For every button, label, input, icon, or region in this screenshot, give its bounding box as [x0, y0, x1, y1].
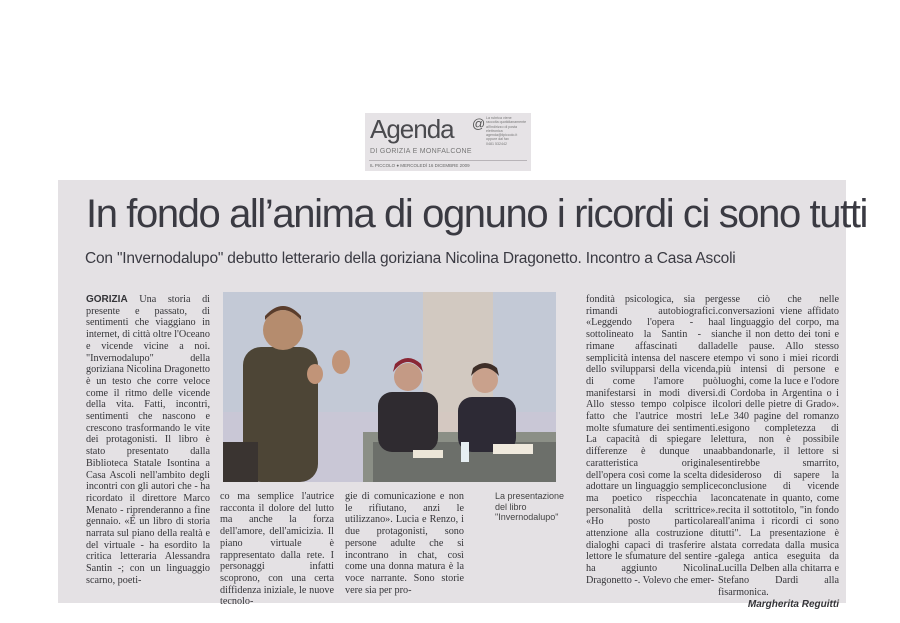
column-5-text: gesse ciò che nelle conversazioni viene affidato al linguaggio del corpo, ma anche il non detto dei toni e delle pause. Allo stesso tempo vi sono i miei ricordi più intensi di persone e luoghi, come la luce e l'odore di Cordoba in Argentina o i colori delle pietre di Grado». Le 340 pagine del romanzo esigono completezza di lettura, non è possibile abbandonarle, il lettore si sentirebbe smarrito, desideroso di sapere la conclusione di vicende concatenate in quanto, come recita il sottotitolo, "in fondo all'anima i ricordi ci sono tutti". La presentazione è stata corredata dalla musica galega antica eseguita da Lucilla Delben alla chitarra e Stefano Dardi alla fisarmonica.: [718, 294, 839, 598]
photo-caption: La presentazione del libro "Invernodalupo": [495, 491, 565, 522]
article-signature: Margherita Reguitti: [747, 599, 839, 611]
masthead-divider: [369, 160, 527, 161]
newspaper-section-masthead: [365, 113, 531, 171]
section-title: Agenda: [370, 114, 454, 144]
article-photo: [223, 292, 556, 482]
at-sign-icon: @: [472, 116, 486, 131]
section-contact-note: La rubrica viene raccolta quotidianamente all'indirizzo di posta elettronica agenda@ilpiccolo.it oppure dal fax 0481 532442: [486, 116, 527, 146]
article-headline: In fondo all’anima di ognuno i ricordi ci sono tutti: [86, 192, 868, 236]
newspaper-clipping: [58, 180, 868, 611]
presentation-photo-image: [223, 292, 556, 482]
article-subheadline: Con "Invernodalupo" debutto letterario della goriziana Nicolina Dragonetto. Incontro a Casa Ascoli: [85, 250, 736, 267]
newspaper-dateline: IL PICCOLO ● MERCOLEDÌ 16 DICEMBRE 2009: [370, 163, 470, 168]
article-column-5: [718, 294, 839, 611]
article-column-4: fondità psicologica, sia per rimandi autobiografici. «Leggendo l'opera - ha sottolineato la Santin - si rimane affascinati dalla semplicità intensa del nascere e dello svilupparsi della vicenda, di come l'amore può manifestarsi in modi diversi. Allo stesso tempo colpisce il fatto che l'autrice mostri le molte sfumature dei sentimenti. La capacità di spiegare le differenze è dunque una caratteristica originale dell'opera così come la scelta di adottare un linguaggio semplice ma poetico rispecchia la personalità della scrittrice». «Ho posto particolare attenzione alla costruzione di dialoghi capaci di trasferire al lettore le sfumature del sentire - ha aggiunto Nicolina Dragonetto -. Volevo che emer-: [586, 294, 718, 586]
article-column-3: gie di comunicazione e non le rifiutano, anzi le utilizzano». Lucia e Renzo, i due protagonisti, sono persone adulte che si incontrano in chat, così come una donna matura è la voce narrante. Sono storie vere sia per pro-: [345, 491, 464, 596]
article-column-1: [86, 294, 210, 599]
article-column-2: co ma semplice l'autrice racconta il dolore del lutto ma anche la forza dell'amore, dell'amicizia. Il piano virtuale è rappresentato dalla rete. I personaggi infatti scoprono, con una certa diffidenza iniziale, le nuove tecnolo-: [220, 491, 334, 608]
column-1-text: Una storia di presente e passato, di sentimenti che viaggiano in internet, di città oltre l'Oceano e vicende vicine a noi. "Invernodalupo" della goriziana Nicolina Dragonetto è un testo che corre veloce come il ritmo delle vicende della vita. Fatti, incontri, sentimenti che nascono e crescono trasformando le vite dei protagonisti. Il libro è stato presentato dalla Biblioteca Statale Isontina a Casa Ascoli nell'ambito degli incontri con gli autori che - ha ricordato il direttore Marco Menato - riprenderanno a fine gennaio. «È un libro di storia narrata sul piano della realtà e del virtuale - ha esordito la critica letteraria Alessandra Santin -; con un linguaggio scarno, poeti-: [86, 294, 210, 586]
article-dateline: GORIZIA: [86, 294, 128, 305]
section-subtitle: DI GORIZIA E MONFALCONE: [370, 148, 472, 155]
